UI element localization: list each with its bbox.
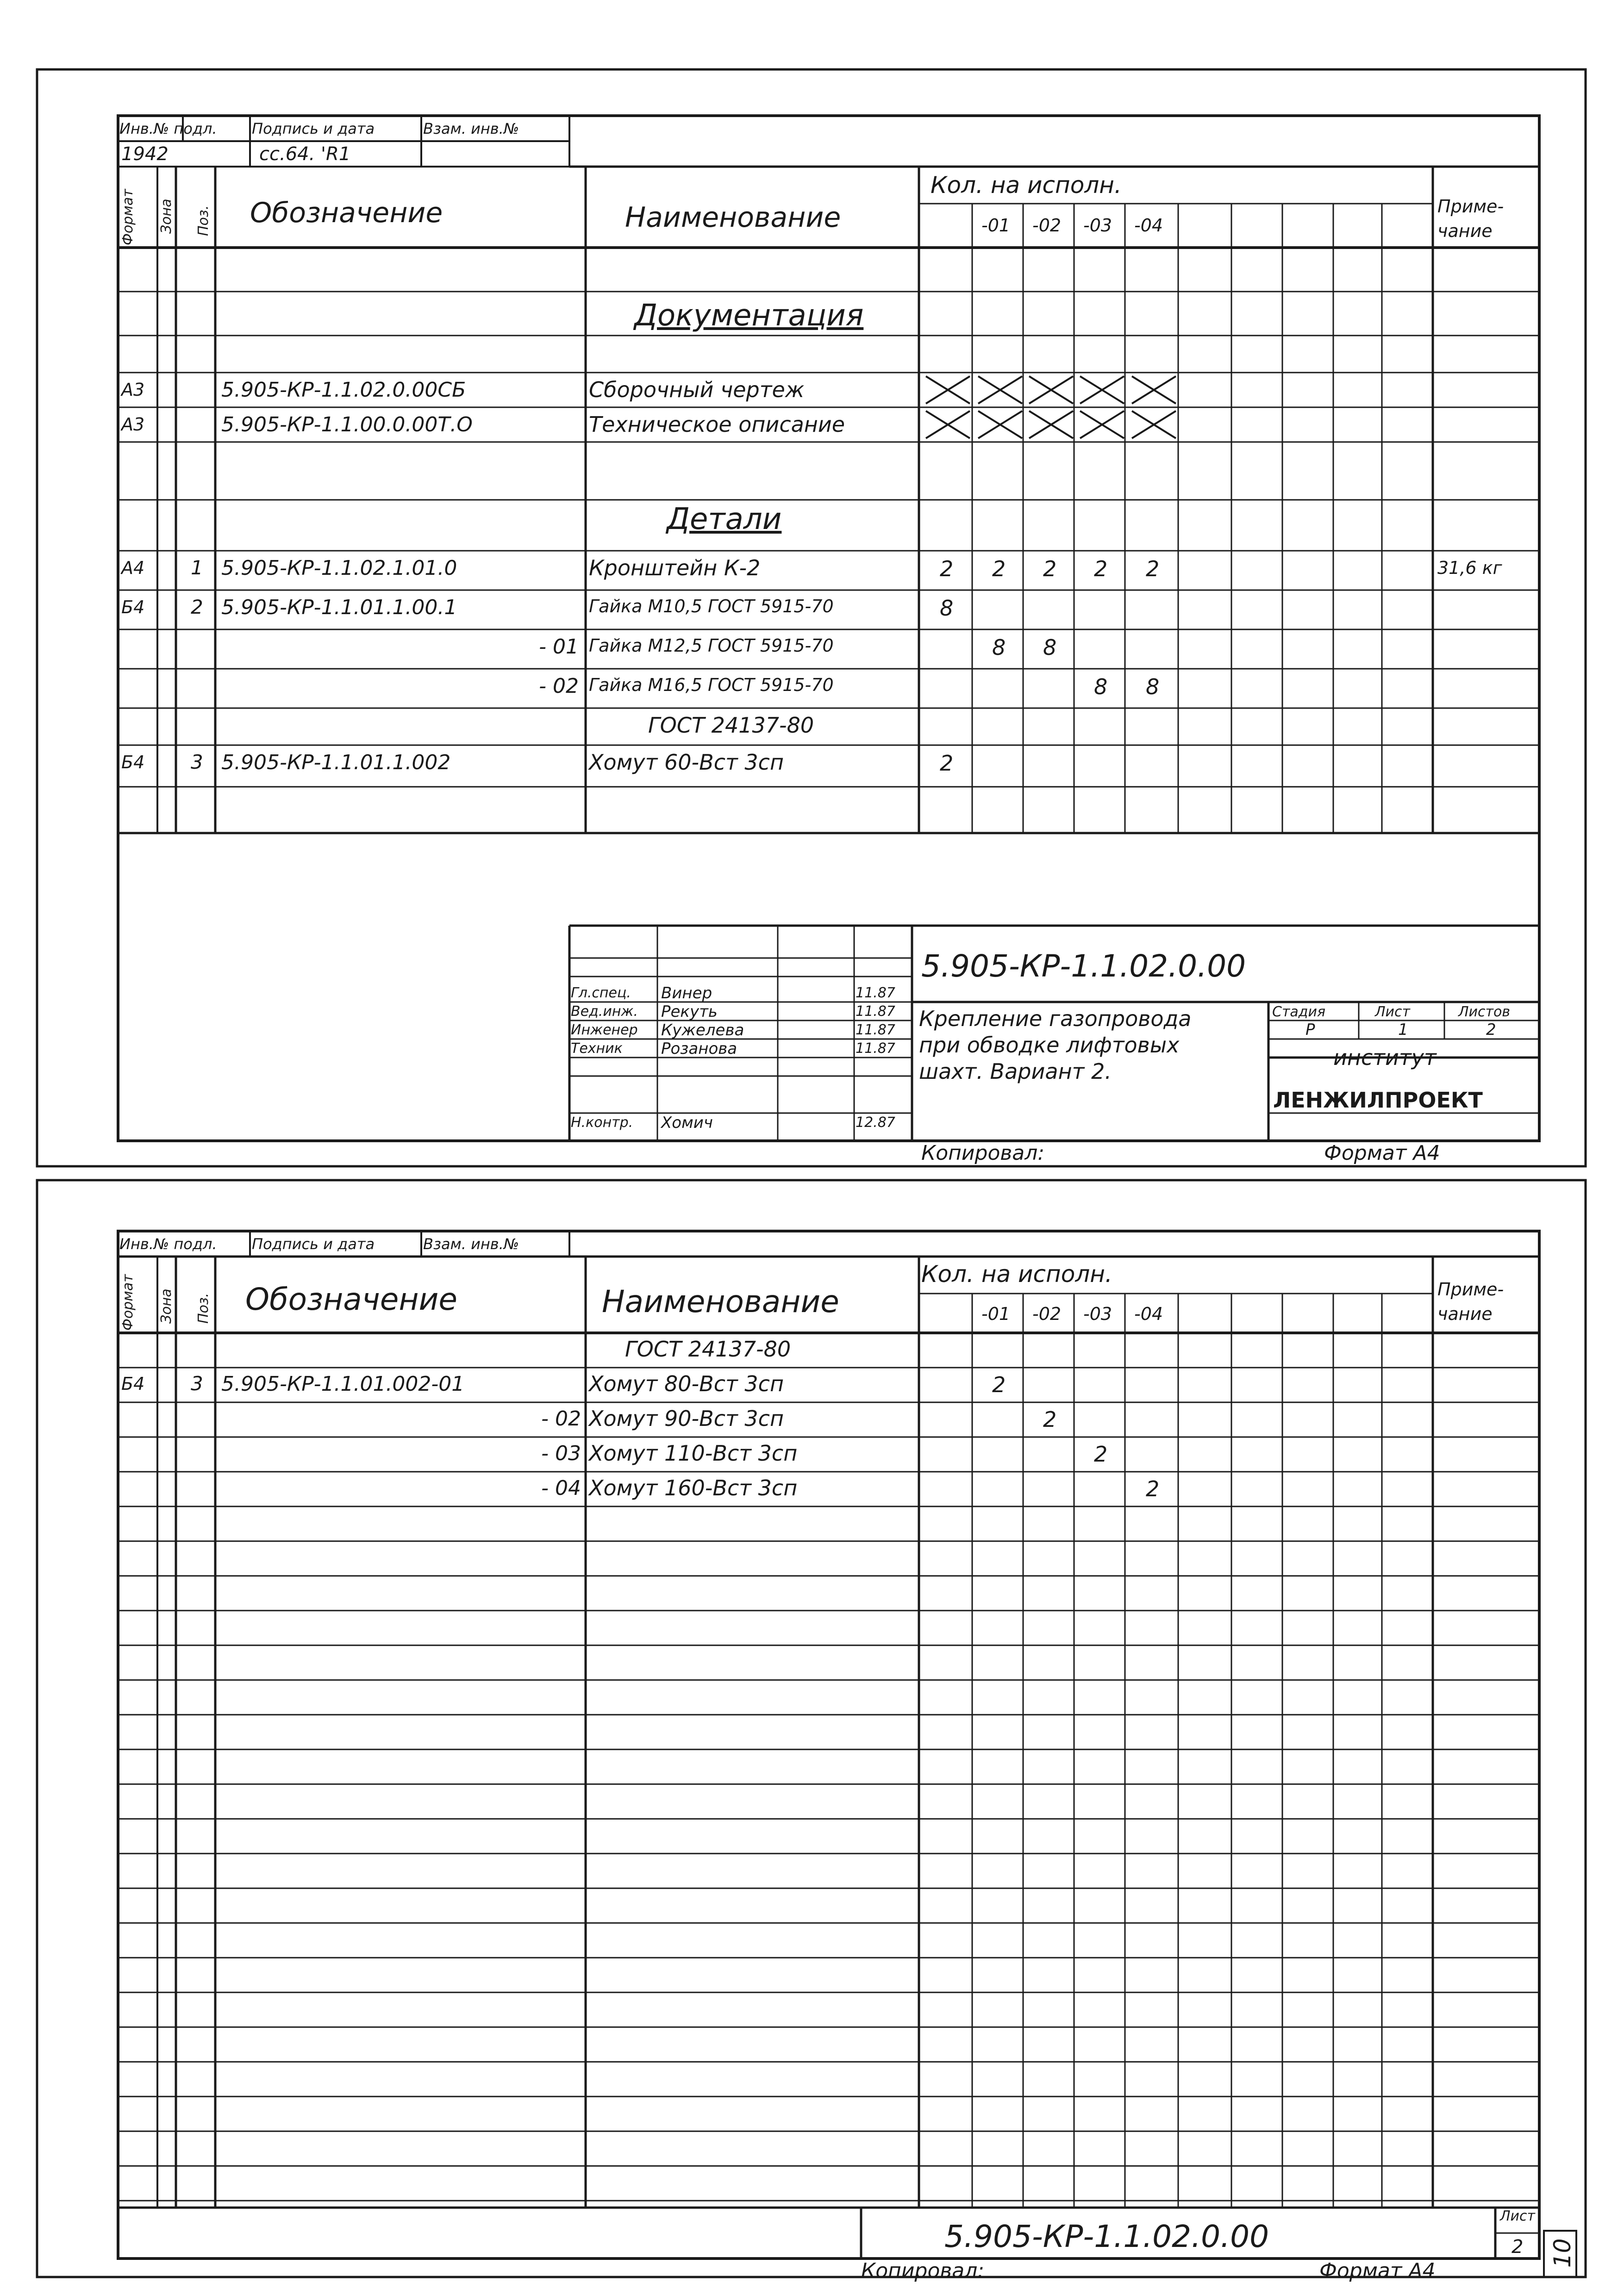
header2-zone: Зона bbox=[158, 1288, 175, 1324]
title-stage-label: Стадия bbox=[1272, 1004, 1326, 1020]
title-desc-line1: Крепление газопровода bbox=[919, 1006, 1192, 1031]
person-role: Н.контр. bbox=[571, 1114, 633, 1131]
row2-name: Хомут 160-Вст 3сп bbox=[589, 1475, 798, 1500]
row-qty-cell: 8 bbox=[1146, 674, 1160, 699]
row-name: Гайка М12,5 ГОСТ 5915-70 bbox=[589, 635, 834, 656]
stamp2-sig-label: Подпись и дата bbox=[252, 1235, 375, 1253]
header-format: Формат bbox=[120, 189, 136, 245]
row-qty-cell: 2 bbox=[1146, 556, 1160, 581]
header-note: Приме-чание bbox=[1437, 196, 1504, 242]
row-name: ГОСТ 24137-80 bbox=[648, 713, 814, 738]
cross-mark bbox=[926, 411, 970, 438]
title-institute-l1: институт bbox=[1333, 1045, 1437, 1070]
row-designation: 5.905-КР-1.1.02.0.00СБ bbox=[221, 378, 466, 402]
person-date: 11.87 bbox=[856, 1003, 895, 1020]
row2-qty-cell: 2 bbox=[1146, 1476, 1160, 1501]
person-role: Инженер bbox=[571, 1022, 638, 1038]
row2-designation: - 02 bbox=[541, 1407, 581, 1431]
header-v01: -01 bbox=[981, 215, 1011, 236]
row2-position: 3 bbox=[191, 1372, 203, 1395]
row-format: Б4 bbox=[121, 597, 145, 617]
row2-designation: 5.905-КР-1.1.01.002-01 bbox=[221, 1372, 465, 1396]
row-position: 2 bbox=[191, 596, 203, 618]
cross-mark bbox=[1132, 411, 1176, 438]
row2-name: Хомут 80-Вст 3сп bbox=[589, 1371, 784, 1396]
row2-designation: - 04 bbox=[541, 1476, 581, 1500]
section-documentation: Документация bbox=[634, 299, 864, 333]
row2-designation: - 03 bbox=[541, 1442, 581, 1465]
person-name: Рекуть bbox=[661, 1002, 718, 1021]
row-name: Сборочный чертеж bbox=[589, 377, 805, 402]
row2-format: Б4 bbox=[121, 1374, 145, 1394]
header2-v02: -02 bbox=[1032, 1304, 1062, 1324]
person-name: Винер bbox=[661, 984, 712, 1002]
title-institute-l2: ЛЕНЖИЛПРОЕКТ bbox=[1273, 1088, 1483, 1113]
title-sheets: 2 bbox=[1486, 1020, 1496, 1039]
row-designation: - 02 bbox=[539, 674, 579, 698]
row-name: Гайка М10,5 ГОСТ 5915-70 bbox=[589, 596, 834, 616]
header2-pos: Поз. bbox=[195, 1293, 212, 1324]
person-role: Гл.спец. bbox=[571, 985, 631, 1001]
person-name: Хомич bbox=[661, 1114, 713, 1132]
cross-mark bbox=[1029, 411, 1073, 438]
row-qty-cell: 8 bbox=[992, 635, 1006, 660]
header2-v03: -03 bbox=[1083, 1304, 1112, 1324]
cross-mark bbox=[1132, 376, 1176, 404]
header2-qty: Кол. на исполн. bbox=[921, 1261, 1112, 1288]
cross-mark bbox=[1029, 376, 1073, 404]
row2-name: Хомут 110-Вст 3сп bbox=[589, 1441, 798, 1466]
row-format: A3 bbox=[121, 380, 145, 400]
title2-code: 5.905-КР-1.1.02.0.00 bbox=[944, 2219, 1269, 2254]
row-qty-cell: 2 bbox=[1094, 556, 1108, 581]
row-format: Б4 bbox=[121, 752, 145, 772]
title-stage: Р bbox=[1305, 1020, 1315, 1039]
header-designation: Обозначение bbox=[250, 197, 443, 229]
title-sheet: 1 bbox=[1398, 1020, 1408, 1039]
row-designation: - 01 bbox=[539, 635, 579, 659]
cross-mark bbox=[978, 411, 1022, 438]
header2-note: Приме-чание bbox=[1437, 1279, 1504, 1325]
person-name: Розанова bbox=[661, 1039, 737, 1058]
row-qty-cell: 8 bbox=[940, 596, 954, 621]
title-desc-line3: шахт. Вариант 2. bbox=[919, 1059, 1112, 1084]
stamp2-inv-label: Инв.№ подл. bbox=[119, 1235, 217, 1253]
row-name: Техническое описание bbox=[589, 412, 845, 437]
person-date: 12.87 bbox=[856, 1114, 895, 1131]
title-sheet-label: Лист bbox=[1375, 1004, 1411, 1020]
page-number: 10 bbox=[1549, 2238, 1576, 2268]
title-format: Формат А4 bbox=[1324, 1141, 1440, 1165]
stamp2-vz-label: Взам. инв.№ bbox=[423, 1235, 519, 1253]
row2-qty-cell: 2 bbox=[992, 1372, 1006, 1397]
person-date: 11.87 bbox=[856, 1022, 895, 1038]
row-designation: 5.905-КР-1.1.01.1.00.1 bbox=[221, 596, 457, 619]
row-note: 31,6 кг bbox=[1437, 558, 1502, 578]
header2-v04: -04 bbox=[1134, 1304, 1163, 1324]
person-date: 11.87 bbox=[856, 985, 895, 1001]
row-qty-cell: 2 bbox=[940, 751, 954, 776]
title-desc-line2: при обводке лифтовых bbox=[919, 1033, 1180, 1058]
header-v03: -03 bbox=[1083, 215, 1112, 236]
person-role: Техник bbox=[571, 1040, 623, 1057]
row-name: Хомут 60-Вст 3сп bbox=[589, 750, 784, 775]
row-qty-cell: 2 bbox=[992, 556, 1006, 581]
person-name: Кужелева bbox=[661, 1021, 744, 1039]
stamp-signature: cc.64. 'R1 bbox=[259, 143, 351, 165]
header-zone: Зона bbox=[158, 199, 175, 234]
header-qty: Кол. на исполн. bbox=[931, 172, 1122, 199]
person-date: 11.87 bbox=[856, 1040, 895, 1057]
header2-designation: Обозначение bbox=[245, 1282, 457, 1317]
stamp-inv-number: 1942 bbox=[121, 143, 169, 165]
row2-name: Хомут 90-Вст 3сп bbox=[589, 1406, 784, 1431]
title2-sheet-label: Лист bbox=[1500, 2208, 1536, 2224]
cross-mark bbox=[926, 376, 970, 404]
person-role: Вед.инж. bbox=[571, 1003, 638, 1020]
header-v04: -04 bbox=[1134, 215, 1163, 236]
row2-name: ГОСТ 24137-80 bbox=[625, 1337, 791, 1362]
row-designation: 5.905-КР-1.1.01.1.002 bbox=[221, 751, 451, 774]
title-copied: Копировал: bbox=[921, 1141, 1045, 1165]
title-code: 5.905-КР-1.1.02.0.00 bbox=[921, 948, 1246, 984]
cross-mark bbox=[978, 376, 1022, 404]
row-format: A3 bbox=[121, 414, 145, 435]
row-qty-cell: 2 bbox=[1043, 556, 1057, 581]
header2-v01: -01 bbox=[981, 1304, 1011, 1324]
row-name: Кронштейн К-2 bbox=[589, 555, 761, 580]
row2-qty-cell: 2 bbox=[1094, 1442, 1108, 1467]
header2-format: Формат bbox=[120, 1274, 136, 1331]
header2-name: Наименование bbox=[602, 1284, 839, 1319]
stamp-vz-label: Взам. инв.№ bbox=[423, 120, 519, 137]
row-position: 1 bbox=[191, 556, 203, 579]
title-sheets-label: Листов bbox=[1458, 1004, 1511, 1020]
stamp-sig-label: Подпись и дата bbox=[252, 120, 375, 137]
row2-qty-cell: 2 bbox=[1043, 1407, 1057, 1432]
row-qty-cell: 2 bbox=[940, 556, 954, 581]
row-name: Гайка М16,5 ГОСТ 5915-70 bbox=[589, 675, 834, 695]
header-v02: -02 bbox=[1032, 215, 1062, 236]
row-designation: 5.905-КР-1.1.00.0.00Т.О bbox=[221, 413, 473, 436]
title2-sheet: 2 bbox=[1512, 2236, 1524, 2258]
header-name: Наименование bbox=[625, 201, 841, 234]
row-qty-cell: 8 bbox=[1043, 635, 1057, 660]
row-designation: 5.905-КР-1.1.02.1.01.0 bbox=[221, 556, 457, 580]
cross-mark bbox=[1080, 376, 1124, 404]
section-parts: Детали bbox=[667, 502, 782, 536]
header-pos: Поз. bbox=[195, 205, 212, 236]
row-format: A4 bbox=[121, 558, 145, 578]
stamp-inv-label: Инв.№ подл. bbox=[119, 120, 217, 137]
row-position: 3 bbox=[191, 751, 203, 773]
row-qty-cell: 8 bbox=[1094, 674, 1108, 699]
cross-mark bbox=[1080, 411, 1124, 438]
title2-format: Формат А4 bbox=[1319, 2259, 1436, 2283]
title2-copied: Копировал: bbox=[861, 2259, 985, 2283]
